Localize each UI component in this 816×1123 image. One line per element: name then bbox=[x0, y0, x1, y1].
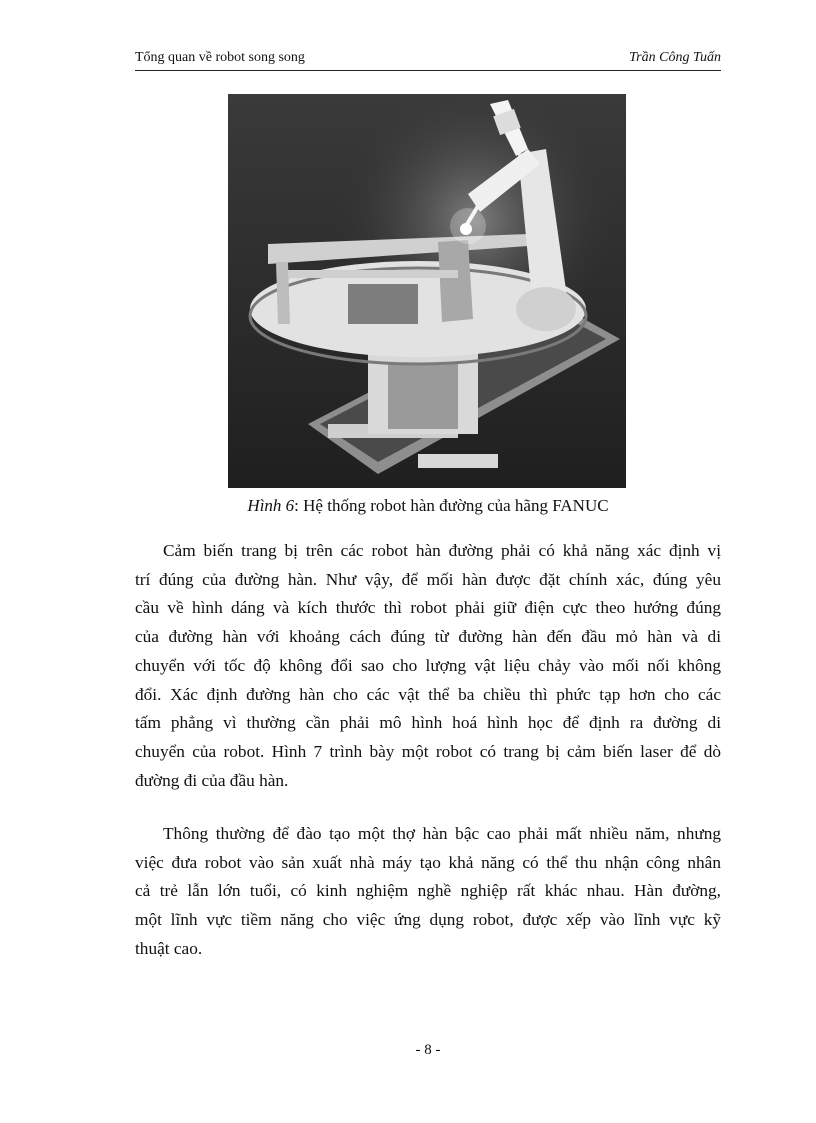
header-rule bbox=[135, 70, 721, 71]
text-line: thuật cao. bbox=[135, 938, 203, 958]
page-number: - 8 - bbox=[415, 1042, 441, 1058]
figure-photo bbox=[228, 94, 626, 488]
figure-caption bbox=[135, 496, 721, 516]
text-line: chuyển với tốc độ không đổi sao cho lượng vật liệu chảy vào mối nối không bbox=[135, 655, 721, 675]
header-author: Trần Công Tuấn bbox=[629, 50, 721, 65]
welding-robot-illustration bbox=[228, 94, 626, 488]
page-header bbox=[135, 50, 721, 66]
text-line: Cảm biến trang bị trên các robot hàn đường phải có khả năng xác định vị bbox=[163, 541, 721, 560]
text-line: Thông thường để đào tạo một thợ hàn bậc cao phải mất nhiều năm, nhưng bbox=[163, 824, 721, 843]
text-line: cầu về hình dáng và kích thước thì robot phải giữ điện cực theo hướng đúng bbox=[135, 598, 721, 618]
text-line: chuyển của robot. Hình 7 trình bày một robot có trang bị cảm biến laser để dò bbox=[135, 741, 721, 761]
paragraph-2 bbox=[135, 820, 721, 964]
figure-label: Hình 6 bbox=[247, 496, 295, 515]
text-line: việc đưa robot vào sản xuất nhà máy tạo khả năng có thể thu nhận công nhân bbox=[135, 852, 721, 872]
text-line: một lĩnh vực tiềm năng cho việc ứng dụng robot, được xếp vào lĩnh vực kỹ bbox=[135, 910, 721, 930]
text-line: tấm phẳng vì thường cần phải mô hình hoá hình học để định ra đường di bbox=[135, 713, 721, 733]
figure-caption-text: : Hệ thống robot hàn đường của hãng FANUC bbox=[294, 496, 609, 515]
text-line: đường đi của đầu hàn. bbox=[135, 770, 289, 790]
text-line: đổi. Xác định đường hàn cho các vật thể ba chiều thì phức tạp hơn cho các bbox=[135, 684, 721, 704]
text-line: cả trẻ lẫn lớn tuổi, có kinh nghiệm nghề nghiệp rất khác nhau. Hàn đường, bbox=[135, 881, 721, 901]
paragraph-1 bbox=[135, 537, 721, 795]
text-line: trí đúng của đường hàn. Như vậy, để mối hàn được đặt chính xác, đúng yêu bbox=[135, 569, 721, 589]
header-title: Tổng quan về robot song song bbox=[135, 50, 305, 65]
text-line: của đường hàn với khoảng cách đúng từ đường hàn đến đầu mỏ hàn và di bbox=[135, 627, 721, 647]
